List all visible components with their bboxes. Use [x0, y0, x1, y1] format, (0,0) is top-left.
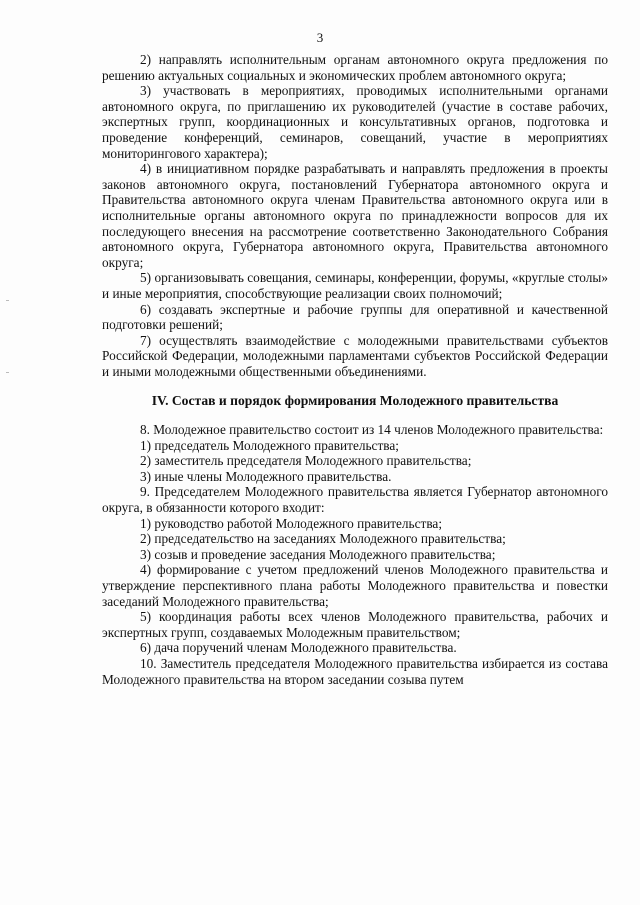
scan-margin-mark — [6, 372, 9, 373]
list-item: 2) заместитель председателя Молодежного правительства; — [140, 453, 472, 469]
list-item: 5) координация работы всех членов Молодежного правительства, рабочих и экспертных групп, создаваемых Молодежным правительством; — [102, 609, 608, 640]
section-heading: IV. Состав и порядок формирования Молодежного правительства — [151, 393, 559, 409]
paragraph: 8. Молодежное правительство состоит из 14 членов Молодежного правительства: — [140, 422, 604, 438]
list-item: 3) иные члены Молодежного правительства. — [140, 468, 392, 484]
list-item: 1) руководство работой Молодежного правительства; — [140, 515, 443, 531]
list-item: 1) председатель Молодежного правительства; — [140, 437, 399, 453]
list-item: 2) председательство на заседаниях Молодежного правительства; — [140, 531, 506, 547]
paragraph: 7) осуществлять взаимодействие с молодежными правительствами субъектов Российской Федерации, молодежными парламентами субъектов Российской Федерации и иными молодежными общественными объединениями. — [102, 332, 608, 379]
paragraph: 3) участвовать в мероприятиях, проводимых исполнительными органами автономного округа, по приглашению их руководителей (участие в составе рабочих, экспертных групп, координационных и консультативных органов, подготовка и проведение конференций, семинаров, совещаний, участие в мероприятиях мониторингового характера); — [102, 83, 608, 161]
scan-margin-mark — [6, 300, 9, 301]
document-body — [102, 52, 608, 687]
paragraph: 5) организовывать совещания, семинары, конференции, форумы, «круглые столы» и иные мероприятия, способствующие реализации своих полномочий; — [102, 270, 608, 301]
paragraph: 2) направлять исполнительным органам автономного округа предложения по решению актуальных социальных и экономических проблем автономного округа; — [102, 52, 608, 83]
paragraph: 10. Заместитель председателя Молодежного правительства избирается из состава Молодежного правительства на втором заседании созыва путем — [102, 655, 608, 687]
page-number: 3 — [316, 30, 324, 45]
list-item: 4) формирование с учетом предложений членов Молодежного правительства и утверждение перспективного плана работы Молодежного правительства и повестки заседаний Молодежного правительства; — [102, 562, 608, 609]
paragraph: 6) создавать экспертные и рабочие группы для оперативной и качественной подготовки решений; — [102, 301, 608, 333]
paragraph: 9. Председателем Молодежного правительства является Губернатор автономного округа, в обязанности которого входит: — [102, 484, 608, 516]
paragraph: 4) в инициативном порядке разрабатывать и направлять предложения в проекты законов автономного округа, постановлений Губернатора автономного округа и Правительства автономного округа членам Правительства автономного округа или в исполнительные органы автономного округа по принадлежности вопросов для их последующего внесения на рассмотрение соответственно Законодательного Собрания автономного округа, Губернатора автономного округа, Правительства автономного округа; — [102, 161, 608, 270]
list-item: 6) дача поручений членам Молодежного правительства. — [140, 640, 457, 656]
list-item: 3) созыв и проведение заседания Молодежного правительства; — [140, 546, 496, 562]
